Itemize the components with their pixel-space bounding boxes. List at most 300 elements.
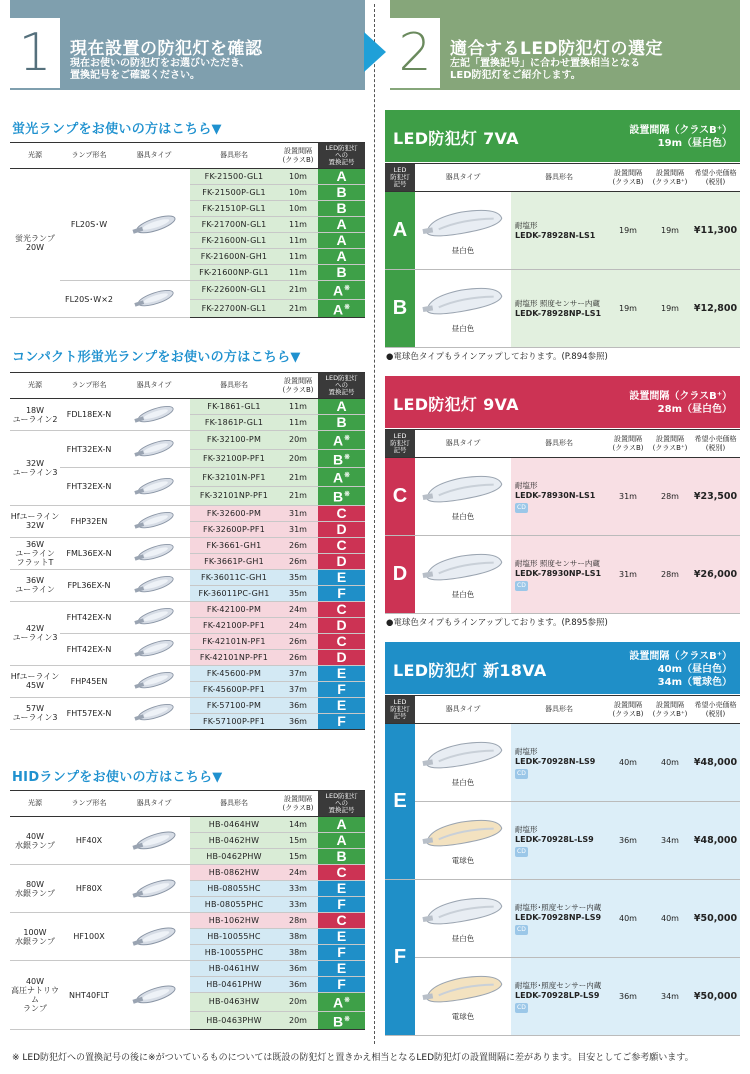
install-distance: 11m — [278, 399, 318, 415]
install-distance: 15m — [278, 849, 318, 865]
code-letter: A — [336, 216, 347, 232]
replacement-code — [318, 849, 365, 865]
code-letter: E — [336, 880, 347, 896]
fixture-model: FK-32101NP-PF1 — [190, 486, 278, 505]
install-distance: 15m — [278, 833, 318, 849]
led-model-name: LEDK-78930NP-LS1 — [515, 568, 602, 578]
led-price: ¥48,000 — [691, 724, 740, 802]
lamp-source-line: 80W — [25, 879, 45, 889]
header-type: 器具タイプ — [118, 791, 190, 817]
header-pa: 希望小売価格 — [694, 434, 737, 443]
table-row — [10, 697, 365, 713]
header-code — [318, 791, 365, 817]
led18-header — [385, 642, 740, 694]
table-row — [10, 633, 365, 649]
replacement-code — [318, 961, 365, 977]
install-distance: 14m — [278, 817, 318, 833]
header-d1a: 設置間隔 — [614, 434, 642, 443]
lamp-source-line: 32W — [25, 458, 45, 468]
cd-badge: CD — [517, 503, 526, 511]
replacement-code — [318, 249, 365, 265]
table-row — [10, 399, 365, 415]
fixture-type — [118, 817, 190, 865]
led-row — [385, 536, 740, 614]
code-letter: F — [337, 976, 346, 992]
install-distance: 26m — [278, 633, 318, 649]
replacement-code — [318, 185, 365, 201]
header-code-1: LED防犯灯 — [325, 792, 358, 800]
header-src: 光源 — [10, 373, 60, 399]
install-distance: 21m — [278, 281, 318, 300]
code-letter: B — [336, 200, 347, 216]
lamp-name: FHT42EX-N — [60, 601, 118, 633]
code-letter: B — [336, 264, 347, 280]
led-model-cell — [511, 802, 607, 880]
led-distance-b: 19m — [607, 192, 649, 270]
header-d1b: (クラスB) — [612, 177, 644, 186]
led-fixture — [415, 536, 511, 614]
code-letter: B — [336, 184, 347, 200]
led-code: B — [385, 270, 415, 348]
code-letter: C — [336, 864, 347, 880]
code-letter: D — [336, 552, 347, 569]
led-model-name: LEDK-70928NP-LS9 — [515, 912, 602, 922]
fixture-model: FK-21500P-GL1 — [190, 185, 278, 201]
step2-number: 2 — [390, 18, 440, 88]
install-distance: 31m — [278, 521, 318, 537]
code-letter: F — [337, 712, 346, 729]
lamp-source-line: 32W — [25, 521, 45, 531]
header-type: 器具タイプ — [118, 373, 190, 399]
header-pb: (税別) — [705, 443, 726, 452]
fixture-model: FK-36011C-GH1 — [190, 569, 278, 585]
replacement-code — [318, 681, 365, 697]
header-distance-b — [607, 696, 649, 724]
replacement-code — [318, 649, 365, 665]
code-letter: E — [336, 960, 347, 976]
note-mark: ※ — [344, 997, 350, 1004]
replacement-code — [318, 697, 365, 713]
replacement-code — [318, 945, 365, 961]
code-letter: A — [336, 398, 347, 414]
header-code — [318, 373, 365, 399]
header-type: 器具タイプ — [415, 430, 511, 458]
header-led-code — [385, 164, 415, 192]
lamp-source — [10, 961, 60, 1030]
header-model: 器具形名 — [511, 164, 607, 192]
lamp-source-line: 36W — [25, 539, 45, 549]
replacement-code — [318, 537, 365, 553]
lamp-source — [10, 665, 60, 697]
note-mark: ※ — [344, 472, 350, 480]
lamp-name: HF100X — [60, 913, 118, 961]
header-distance-bplus — [649, 696, 691, 724]
replacement-code — [318, 913, 365, 929]
fixture-type — [118, 169, 190, 281]
led-fixture — [415, 958, 511, 1036]
code-letter: A — [336, 168, 347, 184]
led-model-cell — [511, 536, 607, 614]
install-distance: 26m — [278, 649, 318, 665]
led-model-desc: 耐塩形･照度センサー内蔵 — [515, 902, 602, 912]
led18-title: LED防犯灯 新18VA — [393, 661, 547, 680]
replacement-code — [318, 468, 365, 487]
install-distance: 24m — [278, 865, 318, 881]
install-distance: 26m — [278, 537, 318, 553]
replacement-code — [318, 399, 365, 415]
lamp-name: FL20S･W×2 — [60, 281, 118, 318]
led9-header — [385, 376, 740, 428]
header-code-2: への — [335, 799, 348, 807]
led7-header — [385, 110, 740, 162]
header-model: 器具形名 — [511, 696, 607, 724]
table-row — [10, 665, 365, 681]
table-row — [10, 505, 365, 521]
cd-badge: CD — [517, 769, 526, 777]
light-color-label: 昼白色 — [451, 934, 475, 943]
lamp-source-line: ユーライン2 — [12, 414, 58, 424]
note-mark: ※ — [344, 490, 350, 498]
led9-note: ●電球色タイプもラインアップしております。(P.895参照) — [386, 618, 608, 628]
lamp-source — [10, 569, 60, 601]
lamp-name: FHT42EX-N — [60, 633, 118, 665]
header-type: 器具タイプ — [118, 143, 190, 169]
lamp-fixture-image — [118, 826, 190, 856]
table-row — [10, 281, 365, 300]
led-fixture-image — [415, 893, 511, 931]
fixture-model: HB-0463HW — [190, 993, 278, 1012]
install-distance: 10m — [278, 185, 318, 201]
fixture-model: HB-0462PHW — [190, 849, 278, 865]
step1-number: 1 — [10, 18, 60, 88]
fixture-model: FK-21600N-GH1 — [190, 249, 278, 265]
table-row — [10, 569, 365, 585]
cd-badge: CD — [517, 581, 526, 589]
header-d1a: 設置間隔 — [614, 700, 642, 709]
header-code-3: 置換記号 — [328, 388, 355, 396]
code-letter: F — [337, 680, 346, 697]
header-type: 器具タイプ — [415, 696, 511, 724]
lamp-fixture-image — [118, 285, 190, 312]
fixture-type — [118, 399, 190, 431]
install-distance: 20m — [278, 449, 318, 468]
led-distance-bplus: 40m — [649, 724, 691, 802]
table-row — [10, 865, 365, 881]
led-model-cell — [511, 724, 607, 802]
header-led-code-1: LED — [393, 166, 407, 174]
led-row — [385, 802, 740, 880]
lamp-source — [10, 431, 60, 506]
led-distance-b: 36m — [607, 802, 649, 880]
fixture-type — [118, 537, 190, 569]
replacement-code — [318, 553, 365, 569]
code-letter: F — [337, 896, 346, 912]
install-distance: 11m — [278, 415, 318, 431]
header-lamp: ランプ形名 — [60, 143, 118, 169]
lamp-name: FHT32EX-N — [60, 468, 118, 505]
led-price: ¥26,000 — [691, 536, 740, 614]
header-type: 器具タイプ — [415, 164, 511, 192]
replacement-code — [318, 505, 365, 521]
replacement-code — [318, 281, 365, 300]
header-src: 光源 — [10, 143, 60, 169]
header-d2b: (クラスB⁺) — [652, 709, 688, 718]
fixture-type — [118, 468, 190, 505]
fixture-model: FK-42100P-PF1 — [190, 617, 278, 633]
lamp-source-line: 40W — [25, 977, 45, 987]
table-row — [10, 817, 365, 833]
fixture-model: FK-3661P-GH1 — [190, 553, 278, 569]
install-distance: 21m — [278, 486, 318, 505]
fixture-model: FK-45600P-PF1 — [190, 681, 278, 697]
header-led-code — [385, 696, 415, 724]
lamp-source — [10, 399, 60, 431]
fixture-model: FK-32100-PM — [190, 431, 278, 450]
fixture-model: FK-21510P-GL1 — [190, 201, 278, 217]
lamp-fixture-image — [118, 571, 190, 598]
cd-badge: CD — [517, 1003, 526, 1011]
lamp-name: FHP45EN — [60, 665, 118, 697]
replacement-code — [318, 929, 365, 945]
fixture-model: HB-0463PHW — [190, 1011, 278, 1030]
install-distance: 36m — [278, 961, 318, 977]
lamp-fixture-image — [118, 435, 190, 462]
led-code: E — [385, 724, 415, 880]
replacement-code — [318, 265, 365, 281]
install-distance: 33m — [278, 897, 318, 913]
code-letter: A — [333, 301, 344, 318]
led-code: D — [385, 536, 415, 614]
led-model-cell — [511, 270, 607, 348]
lamp-name: NHT40FLT — [60, 961, 118, 1030]
fixture-model: HB-08055PHC — [190, 897, 278, 913]
install-distance: 20m — [278, 993, 318, 1012]
fixture-model: FK-36011PC-GH1 — [190, 585, 278, 601]
fixture-model: FK-3661-GH1 — [190, 537, 278, 553]
led-price: ¥11,300 — [691, 192, 740, 270]
fixture-model: FK-21500-GL1 — [190, 169, 278, 185]
fixture-type — [118, 913, 190, 961]
cd-badge: CD — [517, 847, 526, 855]
install-distance: 10m — [278, 201, 318, 217]
step2-header — [390, 0, 740, 90]
code-letter: D — [336, 616, 347, 633]
led-model-name: LEDK-70928N-LS9 — [515, 756, 596, 766]
header-price — [691, 696, 740, 724]
table-row — [10, 601, 365, 617]
code-letter: D — [336, 648, 347, 665]
led-row — [385, 270, 740, 348]
section-fluorescent-title: 蛍光ランプをお使いの方はこちら▼ — [12, 122, 222, 137]
replacement-code — [318, 993, 365, 1012]
lamp-source-line: ランプ — [23, 1004, 47, 1014]
code-letter: C — [336, 912, 347, 928]
replacement-code — [318, 713, 365, 729]
led-distance-b: 31m — [607, 536, 649, 614]
header-d1b: (クラスB) — [612, 443, 644, 452]
header-distance-2: (クラスB) — [282, 803, 314, 812]
lamp-name: FML36EX-N — [60, 537, 118, 569]
code-letter: A — [336, 816, 347, 832]
code-letter: E — [336, 664, 347, 681]
replacement-code — [318, 486, 365, 505]
lamp-fixture-image — [118, 603, 190, 630]
install-distance: 38m — [278, 945, 318, 961]
header-led-code-3: 記号 — [393, 446, 407, 454]
led-distance-bplus: 19m — [649, 192, 691, 270]
led-model-name: LEDK-70928L-LS9 — [515, 834, 594, 844]
lamp-source-line: ユーライン3 — [12, 633, 58, 643]
led-model-cell — [511, 958, 607, 1036]
replacement-code — [318, 897, 365, 913]
code-letter: A — [336, 232, 347, 248]
lamp-fixture-image — [118, 874, 190, 904]
lamp-source-line: 蛍光ランプ — [15, 234, 55, 244]
header-distance-bplus — [649, 430, 691, 458]
table-row — [10, 169, 365, 185]
led-fixture — [415, 192, 511, 270]
led-model-desc: 耐塩形 照度センサー内蔵 — [515, 558, 600, 568]
header-model: 器具形名 — [190, 791, 278, 817]
fixture-model: FK-21700N-GL1 — [190, 217, 278, 233]
replacement-code — [318, 169, 365, 185]
led-distance-b: 40m — [607, 724, 649, 802]
install-distance: 28m — [278, 913, 318, 929]
note-mark: ※ — [344, 435, 350, 442]
install-distance: 35m — [278, 585, 318, 601]
lamp-source-line: 45W — [25, 681, 45, 691]
light-color-label: 昼白色 — [451, 778, 475, 787]
code-letter: B — [336, 848, 347, 864]
fixture-model: HB-1062HW — [190, 913, 278, 929]
lamp-source-line: 40W — [25, 831, 45, 841]
led-model-name: LEDK-78928N-LS1 — [515, 230, 596, 240]
table-row — [10, 468, 365, 487]
header-d1a: 設置間隔 — [614, 168, 642, 177]
code-letter: E — [336, 696, 347, 713]
led-row — [385, 192, 740, 270]
led-distance-bplus: 34m — [649, 958, 691, 1036]
replacement-code — [318, 617, 365, 633]
replacement-code — [318, 833, 365, 849]
code-letter: B — [333, 488, 344, 505]
code-letter: A — [336, 248, 347, 264]
code-letter: F — [337, 584, 346, 601]
fixture-model: HB-0464HW — [190, 817, 278, 833]
replacement-code — [318, 817, 365, 833]
arrow-right-icon — [364, 32, 386, 72]
fixture-model: FK-57100P-PF1 — [190, 713, 278, 729]
led-price: ¥23,500 — [691, 458, 740, 536]
lamp-source-line: 100W — [23, 927, 47, 937]
header-d2a: 設置間隔 — [656, 168, 684, 177]
section-hid-title: HIDランプをお使いの方はこちら▼ — [12, 770, 223, 785]
note-mark: ※ — [344, 1015, 350, 1023]
fixture-type — [118, 281, 190, 318]
fixture-model: FK-45600-PM — [190, 665, 278, 681]
fixture-model: FK-57100-PM — [190, 697, 278, 713]
led9-spacing: 設置間隔（クラスB⁺） 28m（昼白色） — [629, 391, 732, 415]
header-distance-2: (クラスB) — [282, 155, 314, 164]
led-model-name: LEDK-78930N-LS1 — [515, 490, 596, 500]
lamp-source-line: 57W — [25, 704, 45, 714]
code-letter: F — [337, 944, 346, 960]
header-distance-b — [607, 430, 649, 458]
header-distance-1: 設置間隔 — [284, 794, 312, 803]
install-distance: 33m — [278, 881, 318, 897]
header-price — [691, 164, 740, 192]
lamp-source — [10, 817, 60, 865]
led-model-name: LEDK-78928NP-LS1 — [515, 308, 602, 318]
header-src: 光源 — [10, 791, 60, 817]
light-color-label: 電球色 — [451, 1012, 475, 1021]
led-fixture-image — [415, 815, 511, 853]
replacement-code — [318, 633, 365, 649]
fixture-model: HB-0462HW — [190, 833, 278, 849]
hid-table — [10, 790, 365, 1030]
led-distance-b: 31m — [607, 458, 649, 536]
replacement-code — [318, 201, 365, 217]
led-model-desc: 耐塩形 照度センサー内蔵 — [515, 298, 600, 308]
led-distance-b: 19m — [607, 270, 649, 348]
note-mark: ※ — [344, 285, 350, 292]
fixture-model: HB-0862HW — [190, 865, 278, 881]
lamp-fixture-image — [118, 401, 190, 428]
table-row — [10, 961, 365, 977]
table-row — [10, 537, 365, 553]
lamp-name: FHP32EN — [60, 505, 118, 537]
header-model: 器具形名 — [190, 143, 278, 169]
replacement-code — [318, 569, 365, 585]
lamp-source-line: 42W — [25, 624, 45, 634]
header-d2a: 設置間隔 — [656, 434, 684, 443]
replacement-code — [318, 217, 365, 233]
fixture-type — [118, 601, 190, 633]
header-code-3: 置換記号 — [328, 158, 355, 166]
code-letter: A — [336, 832, 347, 848]
led-price: ¥50,000 — [691, 958, 740, 1036]
header-distance-2: (クラスB) — [282, 385, 314, 394]
light-color-label: 昼白色 — [451, 512, 475, 521]
lamp-fixture-image — [118, 922, 190, 952]
fixture-model: HB-10055PHC — [190, 945, 278, 961]
led-fixture-image — [415, 971, 511, 1009]
section-compact-title: コンパクト形蛍光ランプをお使いの方はこちら▼ — [12, 350, 301, 365]
fluorescent-table — [10, 142, 365, 318]
led-price: ¥12,800 — [691, 270, 740, 348]
code-letter: C — [336, 600, 347, 617]
install-distance: 36m — [278, 713, 318, 729]
led-model-desc: 耐塩形･照度センサー内蔵 — [515, 980, 602, 990]
light-color-label: 昼白色 — [451, 324, 475, 333]
led-model-desc: 耐塩形 — [515, 746, 538, 756]
header-distance-bplus — [649, 164, 691, 192]
led7-spacing: 設置間隔（クラスB⁺） 19m（昼白色） — [629, 125, 732, 149]
lamp-name: HF80X — [60, 865, 118, 913]
table-row — [10, 913, 365, 929]
led-code: A — [385, 192, 415, 270]
header-d2a: 設置間隔 — [656, 700, 684, 709]
header-model: 器具形名 — [511, 430, 607, 458]
header-code — [318, 143, 365, 169]
lamp-fixture-image — [118, 473, 190, 500]
led-row — [385, 880, 740, 958]
lamp-fixture-image — [118, 539, 190, 566]
header-pb: (税別) — [705, 709, 726, 718]
fixture-model: HB-0461HW — [190, 961, 278, 977]
light-color-label: 昼白色 — [451, 246, 475, 255]
header-d2b: (クラスB⁺) — [652, 177, 688, 186]
